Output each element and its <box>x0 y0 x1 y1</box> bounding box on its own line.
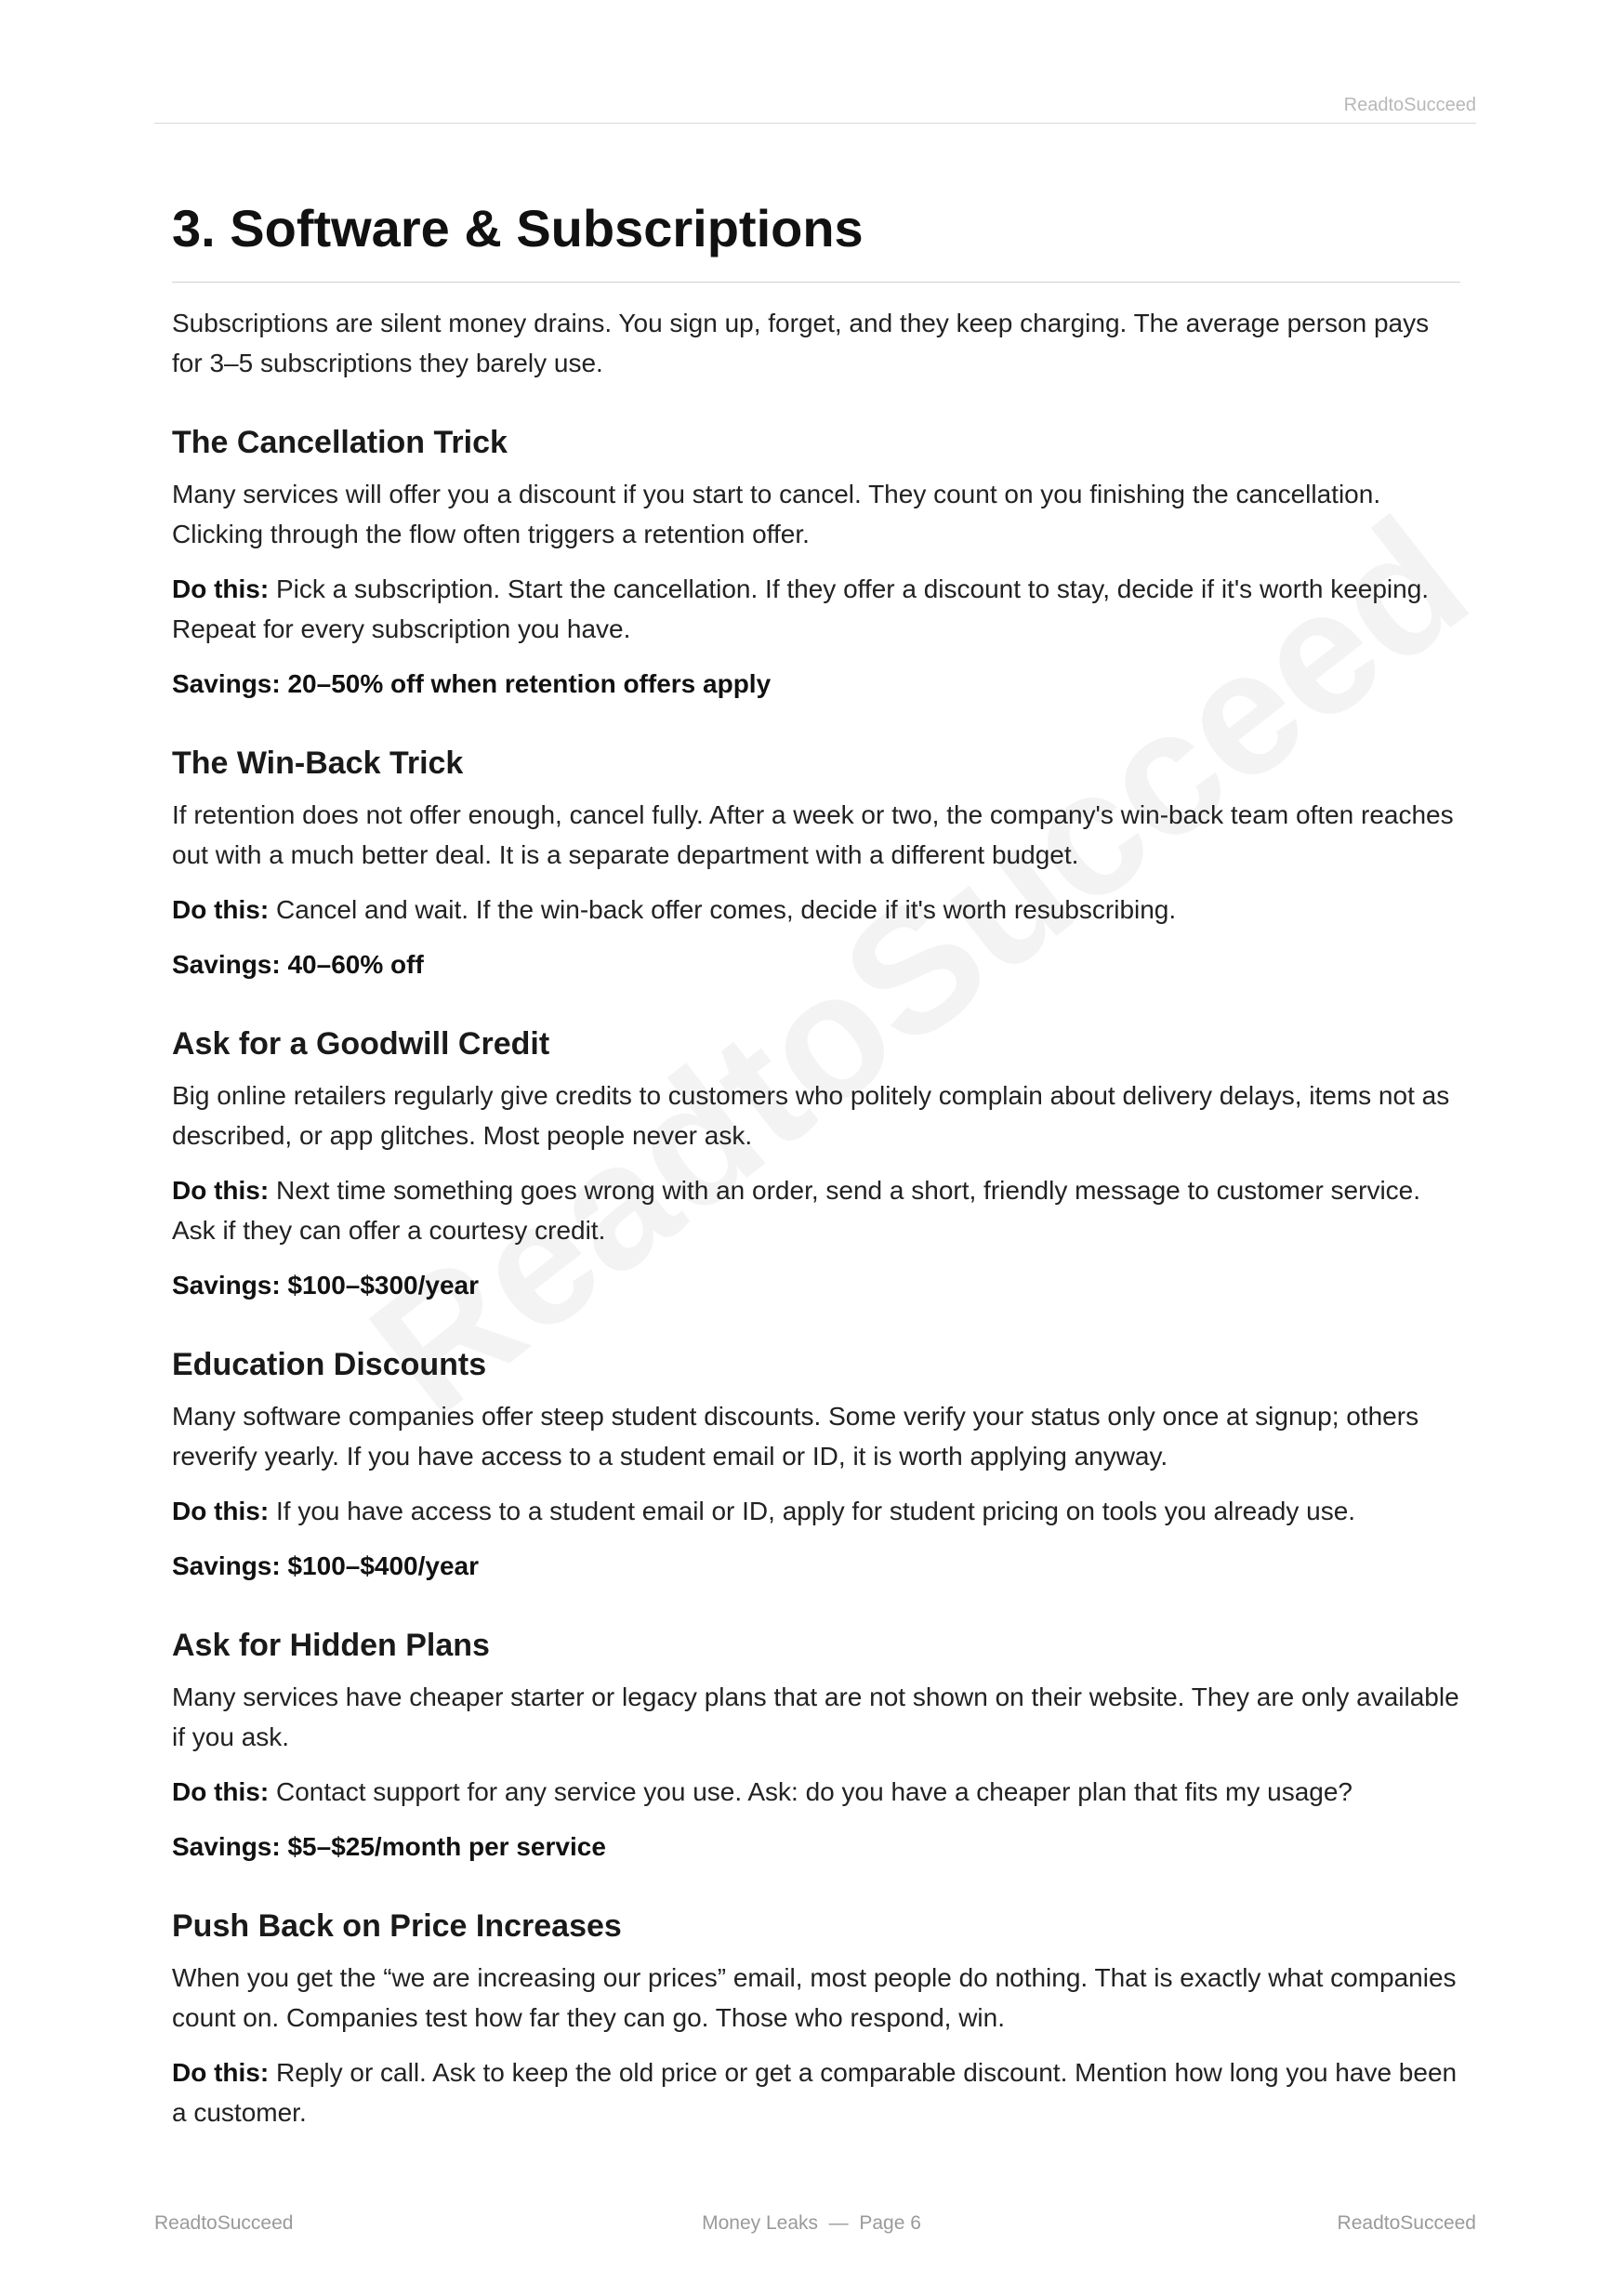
section-body: When you get the “we are increasing our prices” email, most people do nothing. That is exactly what companies count on. Companies test how far they can go. Those who respond, win. <box>172 1963 1457 2033</box>
section-cancellation-trick <box>172 422 1460 704</box>
do-this-paragraph <box>172 569 1460 649</box>
footer-brand-right: ReadtoSucceed <box>1337 2212 1476 2234</box>
section-heading: Push Back on Price Increases <box>172 1908 622 1945</box>
savings-line: Savings: $5–$25/month per service <box>172 1832 606 1862</box>
do-this-text: Cancel and wait. If the win-back offer comes, decide if it's worth resubscribing. <box>276 895 1177 925</box>
section-goodwill-credit <box>172 1023 1460 1305</box>
do-this-label: Do this: <box>172 1497 270 1526</box>
savings-line: Savings: $100–$400/year <box>172 1551 480 1581</box>
do-this-label: Do this: <box>172 895 270 925</box>
do-this-text: Reply or call. Ask to keep the old price or get a comparable discount. Mention how long you have been a customer. <box>172 2058 1458 2128</box>
section-price-increases <box>172 1906 1460 2132</box>
intro-paragraph: Subscriptions are silent money drains. You sign up, forget, and they keep charging. The average person pays for 3–5 subscriptions they barely use. <box>172 309 1430 378</box>
do-this-text: Next time something goes wrong with an order, send a short, friendly message to customer service. Ask if they can offer a courtesy credit. <box>172 1176 1421 1246</box>
section-heading: Ask for a Goodwill Credit <box>172 1026 550 1062</box>
section-heading: The Cancellation Trick <box>172 425 508 461</box>
section-heading: Ask for Hidden Plans <box>172 1628 490 1664</box>
section-body: Many software companies offer steep student discounts. Some verify your status only once at signup; others reverify yearly. If you have access to a student email or ID, it is worth applying anyway. <box>172 1402 1419 1471</box>
do-this-text: If you have access to a student email or ID, apply for student pricing on tools you already use. <box>276 1497 1356 1526</box>
header-brand: ReadtoSucceed <box>1343 95 1476 115</box>
do-this-paragraph <box>172 1170 1460 1250</box>
section-body: Many services will offer you a discount if you start to cancel. They count on you finishing the cancellation. Clicking through the flow often triggers a retention offer. <box>172 480 1381 549</box>
do-this-paragraph <box>172 2052 1460 2132</box>
section-education-discounts <box>172 1344 1460 1586</box>
page-title: 3. Software & Subscriptions <box>172 199 864 257</box>
footer-page-number: Money Leaks — Page 6 <box>702 2212 921 2234</box>
do-this-label: Do this: <box>172 2058 270 2088</box>
savings-line: Savings: 20–50% off when retention offers apply <box>172 669 772 699</box>
section-body: Many services have cheaper starter or legacy plans that are not shown on their website. They are only available if you ask. <box>172 1682 1459 1752</box>
footer-brand-left: ReadtoSucceed <box>154 2212 294 2234</box>
do-this-paragraph <box>172 1491 1460 1531</box>
do-this-text: Contact support for any service you use. Ask: do you have a cheaper plan that fits my usage? <box>276 1777 1352 1807</box>
section-heading: The Win-Back Trick <box>172 746 464 782</box>
do-this-paragraph <box>172 1772 1460 1812</box>
title-divider <box>172 282 1460 283</box>
do-this-label: Do this: <box>172 1777 270 1807</box>
page-content <box>172 197 1460 2132</box>
do-this-paragraph <box>172 890 1460 930</box>
do-this-label: Do this: <box>172 1176 270 1206</box>
section-body: Big online retailers regularly give credits to customers who politely complain about delivery delays, items not as described, or app glitches. Most people never ask. <box>172 1081 1450 1151</box>
do-this-label: Do this: <box>172 574 270 604</box>
savings-line: Savings: 40–60% off <box>172 950 424 980</box>
savings-line: Savings: $100–$300/year <box>172 1271 480 1300</box>
section-heading: Education Discounts <box>172 1347 487 1383</box>
section-win-back-trick <box>172 743 1460 984</box>
do-this-text: Pick a subscription. Start the cancellation. If they offer a discount to stay, decide if it's worth keeping. Repeat for every subscription you have. <box>172 574 1430 644</box>
section-hidden-plans <box>172 1625 1460 1867</box>
header-divider <box>154 123 1476 124</box>
section-body: If retention does not offer enough, cancel fully. After a week or two, the company's win-back team often reaches out with a much better deal. It is a separate department with a different budget. <box>172 800 1454 870</box>
